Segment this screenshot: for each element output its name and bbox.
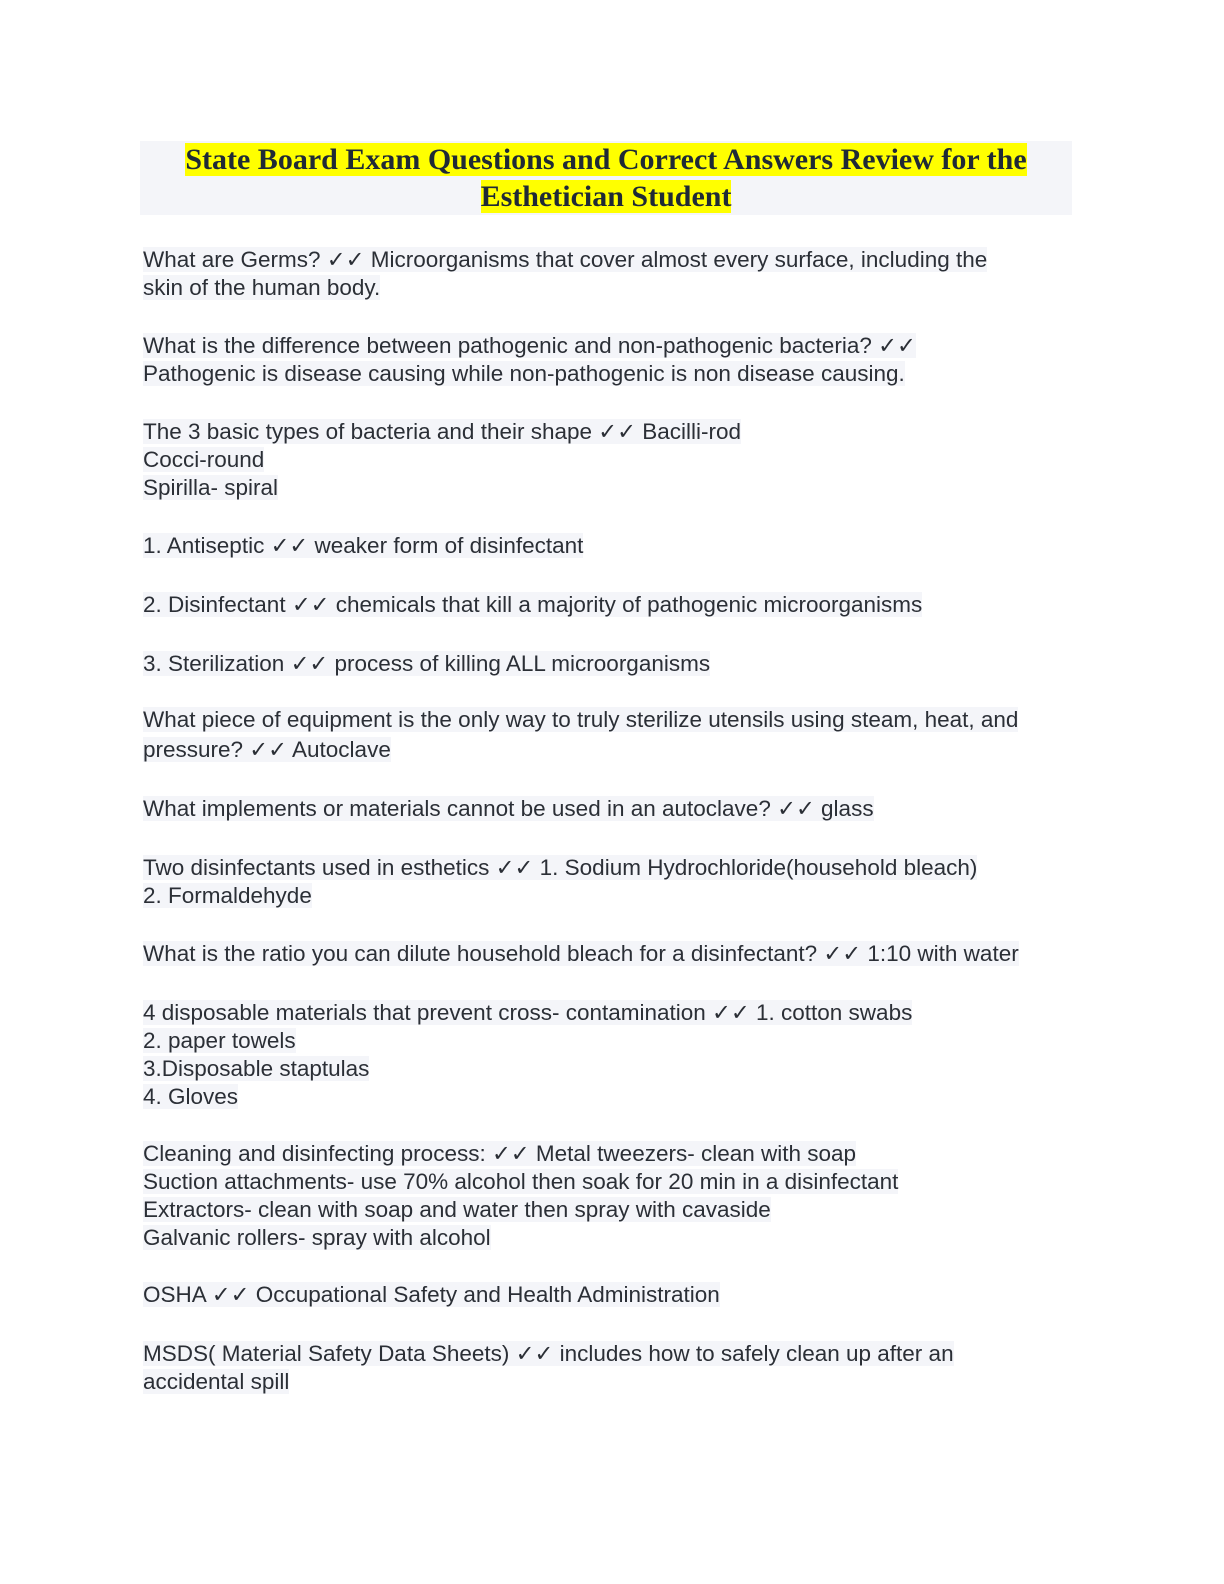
qa-line: Suction attachments- use 70% alcohol then soak for 20 min in a disinfectant: [143, 1169, 899, 1194]
qa-line: MSDS( Material Safety Data Sheets) ✓✓ includes how to safely clean up after an: [143, 1341, 954, 1366]
qa-line: What implements or materials cannot be used in an autoclave? ✓✓ glass: [143, 796, 874, 821]
qa-line: 2. paper towels: [143, 1028, 296, 1053]
qa-line: OSHA ✓✓ Occupational Safety and Health Administration: [143, 1282, 720, 1307]
qa-item-germs: [143, 246, 987, 302]
qa-item-bleach-ratio: [143, 940, 1019, 968]
qa-item-msds: [143, 1340, 954, 1396]
qa-item-autoclave: [143, 706, 1018, 764]
qa-item-disposable-materials: [143, 999, 912, 1111]
qa-item-sterilization: [143, 650, 710, 678]
qa-line: Extractors- clean with soap and water then spray with cavaside: [143, 1197, 771, 1222]
qa-line: Spirilla- spiral: [143, 475, 279, 500]
qa-item-two-disinfectants: [143, 854, 977, 910]
qa-item-disinfectant: [143, 591, 922, 619]
qa-item-bacteria-types: [143, 418, 741, 502]
qa-line: Two disinfectants used in esthetics ✓✓ 1. Sodium Hydrochloride(household bleach): [143, 855, 978, 880]
qa-line: What are Germs? ✓✓ Microorganisms that cover almost every surface, including the: [143, 247, 988, 272]
qa-item-osha: [143, 1281, 720, 1309]
qa-item-cleaning-process: [143, 1140, 898, 1252]
qa-line: 4. Gloves: [143, 1084, 239, 1109]
qa-line: skin of the human body.: [143, 275, 381, 300]
qa-line: Galvanic rollers- spray with alcohol: [143, 1225, 491, 1250]
qa-line: 3. Sterilization ✓✓ process of killing ALL microorganisms: [143, 651, 711, 676]
qa-line: Cleaning and disinfecting process: ✓✓ Metal tweezers- clean with soap: [143, 1141, 857, 1166]
qa-line: What piece of equipment is the only way to truly sterilize utensils using steam, heat, and: [143, 707, 1019, 732]
title-line-1: State Board Exam Questions and Correct Answers Review for the: [185, 143, 1027, 176]
qa-line: 4 disposable materials that prevent cross- contamination ✓✓ 1. cotton swabs: [143, 1000, 913, 1025]
qa-line: 2. Formaldehyde: [143, 883, 312, 908]
qa-line: pressure? ✓✓ Autoclave: [143, 737, 391, 762]
qa-item-autoclave-materials: [143, 795, 874, 823]
qa-item-antiseptic: [143, 532, 583, 560]
qa-line: accidental spill: [143, 1369, 290, 1394]
title-line-2: Esthetician Student: [480, 180, 732, 213]
qa-item-pathogenic: [143, 332, 916, 388]
qa-line: 2. Disinfectant ✓✓ chemicals that kill a majority of pathogenic microorganisms: [143, 592, 923, 617]
qa-line: 3.Disposable staptulas: [143, 1056, 370, 1081]
qa-line: Cocci-round: [143, 447, 265, 472]
qa-line: Pathogenic is disease causing while non-pathogenic is non disease causing.: [143, 361, 905, 386]
document-title: [140, 141, 1072, 215]
qa-line: 1. Antiseptic ✓✓ weaker form of disinfectant: [143, 533, 584, 558]
qa-line: What is the ratio you can dilute household bleach for a disinfectant? ✓✓ 1:10 with water: [143, 941, 1019, 966]
qa-line: The 3 basic types of bacteria and their shape ✓✓ Bacilli-rod: [143, 419, 742, 444]
qa-line: What is the difference between pathogenic and non-pathogenic bacteria? ✓✓: [143, 333, 916, 358]
